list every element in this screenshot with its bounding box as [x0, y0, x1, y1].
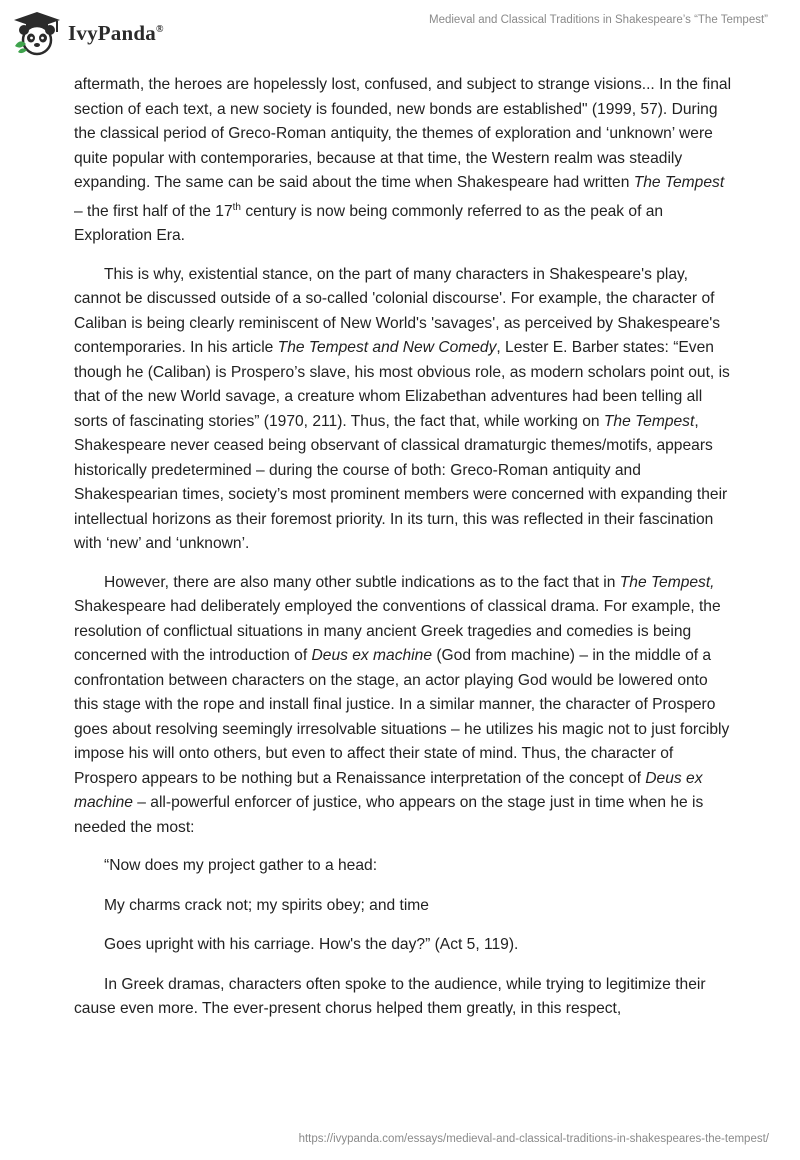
page-header: [0, 0, 800, 70]
paragraph-4: In Greek dramas, characters often spoke to the audience, while trying to legitimize their cause even more. The ever-present chorus helped them greatly, in this respect,: [74, 975, 706, 1018]
ivypanda-logo[interactable]: [12, 10, 164, 56]
quote-line-3: Goes upright with his carriage. How's the day?” (Act 5, 119).: [104, 936, 519, 954]
quote-line-2: My charms crack not; my spirits obey; and time: [104, 896, 429, 914]
quote-line-1: “Now does my project gather to a head:: [104, 857, 378, 875]
document-title: Medieval and Classical Traditions in Shakespeare’s “The Tempest”: [429, 14, 768, 26]
essay-body: [74, 73, 734, 1036]
logo-wordmark: IvyPanda®: [68, 20, 164, 45]
paragraph-2: This is why, existential stance, on the part of many characters in Shakespeare's play, cannot be discussed outside of a so-called 'colonial discourse'. For example, the character of Caliban is being clearly reminiscent of New World's 'savages', as perceived by Shakespeare's contemporaries. In his article The Tempest and New Comedy, Lester E. Barber states: “Even though he (Caliban) is Prospero’s slave, his most obvious role, as modern scholars point out, is that of the new World savage, a creature whom Elizabethan adventures had been telling all sorts of fascinating stories” (1970, 211). Thus, the fact that, while working on The Tempest, Shakespeare never ceased being observant of classical dramaturgic themes/motifs, appears historically predetermined – during the course of both: Greco-Roman antiquity and Shakespearian times, society’s most prominent members were concerned with expanding their intellectual horizons as their foremost priority. In its turn, this was reflected in their fascination with ‘new’ and ‘unknown’.: [74, 265, 730, 553]
paragraph-1: aftermath, the heroes are hopelessly lost, confused, and subject to strange visions... In the final section of each text, a new society is founded, new bonds are established" (1999, 57). During the classical period of Greco-Roman antiquity, the themes of exploration and ‘unknown’ were quite popular with contemporaries, because at that time, the Western realm was steadily expanding. The same can be said about the time when Shakespeare had written The Tempest – the first half of the 17th century is now being commonly referred to as the peak of an Exploration Era.: [74, 76, 732, 245]
paragraph-3: However, there are also many other subtle indications as to the fact that in The Tempest, Shakespeare had deliberately employed the conventions of classical drama. For example, the resolution of conflictual situations in many ancient Greek tragedies and comedies is being concerned with the introduction of Deus ex machine (God from machine) – in the middle of a confrontation between characters on the stage, an actor playing God would be lowered onto this stage with the rope and install final justice. In a similar manner, the character of Prospero goes about resolving seemingly irresolvable situations – he utilizes his magic not to just forcibly impose his will onto others, but even to affect their state of mind. Thus, the character of Prospero appears to be nothing but a Renaissance interpretation of the concept of Deus ex machine – all-powerful enforcer of justice, who appears on the stage just in time when he is needed the most:: [74, 573, 730, 836]
panda-graduate-icon: [12, 10, 62, 56]
source-url[interactable]: https://ivypanda.com/essays/medieval-and-classical-traditions-in-shakespeares-the-tempest/: [298, 1133, 769, 1145]
